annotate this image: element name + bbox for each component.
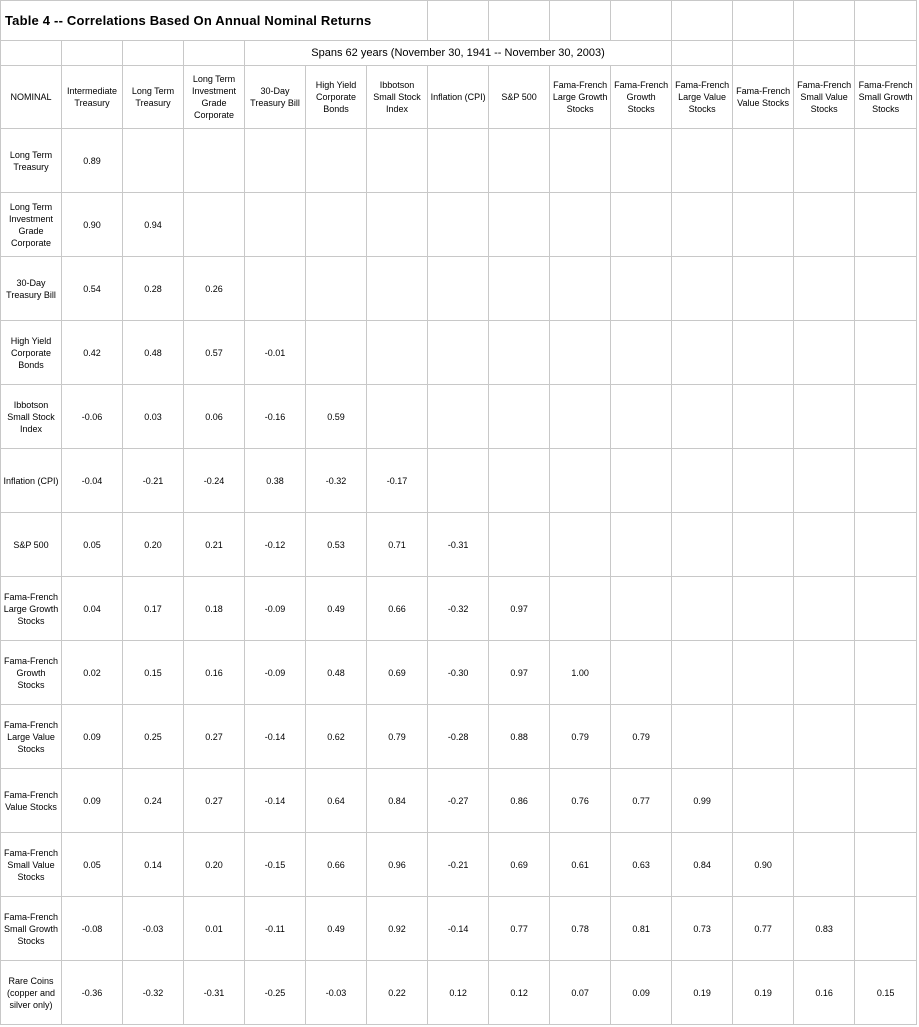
correlation-value: 0.49 xyxy=(306,577,367,641)
empty-cell xyxy=(855,577,917,641)
empty-cell xyxy=(428,193,489,257)
column-header: Inflation (CPI) xyxy=(428,66,489,129)
correlation-value: 0.77 xyxy=(489,897,550,961)
empty-cell xyxy=(794,257,855,321)
correlation-value: 0.57 xyxy=(184,321,245,385)
empty-cell xyxy=(733,449,794,513)
empty-cell xyxy=(855,321,917,385)
empty-cell xyxy=(855,513,917,577)
empty-cell xyxy=(611,193,672,257)
empty-cell xyxy=(855,769,917,833)
empty-cell xyxy=(611,129,672,193)
correlation-value: 0.42 xyxy=(62,321,123,385)
column-header: Fama-French Large Growth Stocks xyxy=(550,66,611,129)
empty-cell xyxy=(367,129,428,193)
table-row xyxy=(1,897,917,961)
empty-cell xyxy=(855,897,917,961)
empty-cell xyxy=(733,193,794,257)
empty-cell xyxy=(428,449,489,513)
correlation-value: -0.06 xyxy=(62,385,123,449)
correlation-value: 0.09 xyxy=(611,961,672,1025)
empty-cell xyxy=(428,1,489,41)
correlation-value: -0.11 xyxy=(245,897,306,961)
correlation-value: 0.20 xyxy=(123,513,184,577)
empty-cell xyxy=(733,769,794,833)
empty-cell xyxy=(672,129,733,193)
correlation-value: 0.61 xyxy=(550,833,611,897)
correlation-value: 0.12 xyxy=(489,961,550,1025)
row-label: Fama-French Growth Stocks xyxy=(1,641,62,705)
empty-cell xyxy=(428,321,489,385)
correlation-value: 0.49 xyxy=(306,897,367,961)
empty-cell xyxy=(855,641,917,705)
correlation-value: 0.21 xyxy=(184,513,245,577)
empty-cell xyxy=(428,129,489,193)
empty-cell xyxy=(794,1,855,41)
empty-cell xyxy=(855,705,917,769)
column-header: Fama-French Large Value Stocks xyxy=(672,66,733,129)
empty-cell xyxy=(672,385,733,449)
correlation-value: -0.25 xyxy=(245,961,306,1025)
row-label: S&P 500 xyxy=(1,513,62,577)
correlation-value: -0.01 xyxy=(245,321,306,385)
table-row xyxy=(1,449,917,513)
empty-cell xyxy=(733,41,794,66)
correlation-value: 0.09 xyxy=(62,705,123,769)
empty-cell xyxy=(123,129,184,193)
empty-cell xyxy=(794,449,855,513)
empty-cell xyxy=(62,41,123,66)
correlation-value: -0.21 xyxy=(123,449,184,513)
correlation-value: 0.19 xyxy=(672,961,733,1025)
empty-cell xyxy=(672,41,733,66)
correlation-value: 0.09 xyxy=(62,769,123,833)
empty-cell xyxy=(733,641,794,705)
empty-cell xyxy=(611,321,672,385)
empty-cell xyxy=(733,705,794,769)
correlation-value: -0.31 xyxy=(428,513,489,577)
empty-cell xyxy=(855,193,917,257)
empty-cell xyxy=(550,1,611,41)
row-label: Fama-French Value Stocks xyxy=(1,769,62,833)
empty-cell xyxy=(733,129,794,193)
correlation-value: 0.16 xyxy=(794,961,855,1025)
correlation-value: 0.97 xyxy=(489,577,550,641)
empty-cell xyxy=(367,193,428,257)
empty-cell xyxy=(855,833,917,897)
empty-cell xyxy=(672,193,733,257)
correlation-value: 0.83 xyxy=(794,897,855,961)
correlation-value: 0.77 xyxy=(733,897,794,961)
correlation-value: 0.79 xyxy=(367,705,428,769)
table-row xyxy=(1,513,917,577)
table-title: Table 4 -- Correlations Based On Annual Nominal Returns xyxy=(1,1,428,41)
correlation-value: 0.54 xyxy=(62,257,123,321)
empty-cell xyxy=(550,193,611,257)
empty-cell xyxy=(672,577,733,641)
correlation-value: -0.14 xyxy=(245,769,306,833)
correlation-value: 0.24 xyxy=(123,769,184,833)
correlation-value: 0.69 xyxy=(367,641,428,705)
empty-cell xyxy=(489,513,550,577)
table-row xyxy=(1,833,917,897)
empty-cell xyxy=(855,449,917,513)
correlation-value: -0.32 xyxy=(428,577,489,641)
correlation-value: 0.20 xyxy=(184,833,245,897)
table-row xyxy=(1,705,917,769)
empty-cell xyxy=(184,129,245,193)
table-row xyxy=(1,257,917,321)
empty-cell xyxy=(855,1,917,41)
empty-cell xyxy=(672,257,733,321)
corner-label: NOMINAL xyxy=(1,66,62,129)
row-label: High Yield Corporate Bonds xyxy=(1,321,62,385)
correlation-value: -0.30 xyxy=(428,641,489,705)
empty-cell xyxy=(855,129,917,193)
empty-cell xyxy=(489,129,550,193)
correlation-value: -0.09 xyxy=(245,577,306,641)
correlation-value: 0.86 xyxy=(489,769,550,833)
table-row xyxy=(1,321,917,385)
empty-cell xyxy=(611,257,672,321)
correlation-value: 0.79 xyxy=(550,705,611,769)
empty-cell xyxy=(672,1,733,41)
empty-cell xyxy=(489,193,550,257)
empty-cell xyxy=(1,41,62,66)
empty-cell xyxy=(184,193,245,257)
column-header: Intermediate Treasury xyxy=(62,66,123,129)
correlation-value: 0.84 xyxy=(672,833,733,897)
correlation-value: 0.76 xyxy=(550,769,611,833)
correlation-value: 0.71 xyxy=(367,513,428,577)
empty-cell xyxy=(550,321,611,385)
correlation-value: 0.62 xyxy=(306,705,367,769)
title-row xyxy=(1,1,917,41)
correlation-value: 0.69 xyxy=(489,833,550,897)
table-row xyxy=(1,385,917,449)
correlation-value: 0.63 xyxy=(611,833,672,897)
correlation-value: -0.28 xyxy=(428,705,489,769)
empty-cell xyxy=(794,513,855,577)
correlation-value: -0.08 xyxy=(62,897,123,961)
empty-cell xyxy=(306,257,367,321)
empty-cell xyxy=(733,257,794,321)
empty-cell xyxy=(855,385,917,449)
empty-cell xyxy=(245,193,306,257)
empty-cell xyxy=(733,513,794,577)
correlation-value: 0.38 xyxy=(245,449,306,513)
empty-cell xyxy=(794,41,855,66)
correlation-value: -0.27 xyxy=(428,769,489,833)
row-label: Fama-French Large Value Stocks xyxy=(1,705,62,769)
empty-cell xyxy=(367,385,428,449)
column-header: Long Term Treasury xyxy=(123,66,184,129)
row-label: Fama-French Small Growth Stocks xyxy=(1,897,62,961)
correlation-value: 0.94 xyxy=(123,193,184,257)
column-header: High Yield Corporate Bonds xyxy=(306,66,367,129)
correlation-value: -0.14 xyxy=(428,897,489,961)
empty-cell xyxy=(855,41,917,66)
row-label: Long Term Investment Grade Corporate xyxy=(1,193,62,257)
correlation-value: 0.25 xyxy=(123,705,184,769)
row-label: Long Term Treasury xyxy=(1,129,62,193)
correlation-value: 0.48 xyxy=(306,641,367,705)
table-row xyxy=(1,961,917,1025)
correlation-value: 0.15 xyxy=(855,961,917,1025)
correlation-value: 0.05 xyxy=(62,513,123,577)
empty-cell xyxy=(794,321,855,385)
empty-cell xyxy=(550,513,611,577)
correlation-value: 0.26 xyxy=(184,257,245,321)
correlation-value: -0.32 xyxy=(123,961,184,1025)
correlation-value: 0.16 xyxy=(184,641,245,705)
correlation-value: 0.66 xyxy=(367,577,428,641)
empty-cell xyxy=(489,449,550,513)
empty-cell xyxy=(489,257,550,321)
empty-cell xyxy=(184,41,245,66)
correlation-value: 0.27 xyxy=(184,705,245,769)
correlation-value: -0.04 xyxy=(62,449,123,513)
correlation-value: 0.59 xyxy=(306,385,367,449)
correlation-value: 0.19 xyxy=(733,961,794,1025)
column-header: Fama-French Value Stocks xyxy=(733,66,794,129)
correlation-value: 0.53 xyxy=(306,513,367,577)
empty-cell xyxy=(672,321,733,385)
correlation-value: -0.15 xyxy=(245,833,306,897)
correlation-value: 0.04 xyxy=(62,577,123,641)
column-header: Fama-French Small Growth Stocks xyxy=(855,66,917,129)
column-header-row xyxy=(1,66,917,129)
correlation-value: 0.84 xyxy=(367,769,428,833)
empty-cell xyxy=(794,577,855,641)
table-row xyxy=(1,129,917,193)
correlation-value: 0.99 xyxy=(672,769,733,833)
correlation-value: 0.12 xyxy=(428,961,489,1025)
span-note: Spans 62 years (November 30, 1941 -- November 30, 2003) xyxy=(245,41,672,66)
correlation-value: 0.03 xyxy=(123,385,184,449)
empty-cell xyxy=(489,321,550,385)
column-header: Fama-French Small Value Stocks xyxy=(794,66,855,129)
table-row xyxy=(1,769,917,833)
correlation-value: 0.28 xyxy=(123,257,184,321)
correlation-value: 0.02 xyxy=(62,641,123,705)
row-label: Fama-French Large Growth Stocks xyxy=(1,577,62,641)
empty-cell xyxy=(245,129,306,193)
empty-cell xyxy=(794,833,855,897)
empty-cell xyxy=(611,385,672,449)
correlation-value: 0.17 xyxy=(123,577,184,641)
correlation-value: -0.21 xyxy=(428,833,489,897)
empty-cell xyxy=(550,577,611,641)
empty-cell xyxy=(672,449,733,513)
correlation-value: 0.96 xyxy=(367,833,428,897)
row-label: Ibbotson Small Stock Index xyxy=(1,385,62,449)
empty-cell xyxy=(611,641,672,705)
correlation-value: -0.24 xyxy=(184,449,245,513)
table-row xyxy=(1,577,917,641)
correlation-value: 0.18 xyxy=(184,577,245,641)
correlation-value: 0.89 xyxy=(62,129,123,193)
correlation-value: 0.14 xyxy=(123,833,184,897)
empty-cell xyxy=(672,513,733,577)
column-header: 30-Day Treasury Bill xyxy=(245,66,306,129)
column-header: Fama-French Growth Stocks xyxy=(611,66,672,129)
empty-cell xyxy=(733,321,794,385)
correlation-value: -0.31 xyxy=(184,961,245,1025)
empty-cell xyxy=(489,385,550,449)
empty-cell xyxy=(550,385,611,449)
correlation-value: 0.92 xyxy=(367,897,428,961)
correlation-value: -0.17 xyxy=(367,449,428,513)
column-header: S&P 500 xyxy=(489,66,550,129)
table-row xyxy=(1,193,917,257)
correlation-value: 0.05 xyxy=(62,833,123,897)
empty-cell xyxy=(611,513,672,577)
empty-cell xyxy=(794,193,855,257)
correlation-value: 1.00 xyxy=(550,641,611,705)
empty-cell xyxy=(611,449,672,513)
correlation-value: 0.07 xyxy=(550,961,611,1025)
empty-cell xyxy=(733,577,794,641)
correlation-value: -0.09 xyxy=(245,641,306,705)
row-label: Fama-French Small Value Stocks xyxy=(1,833,62,897)
correlation-value: 0.22 xyxy=(367,961,428,1025)
correlation-value: 0.27 xyxy=(184,769,245,833)
correlation-value: -0.14 xyxy=(245,705,306,769)
empty-cell xyxy=(794,705,855,769)
correlation-value: 0.90 xyxy=(62,193,123,257)
correlation-value: 0.15 xyxy=(123,641,184,705)
empty-cell xyxy=(306,193,367,257)
empty-cell xyxy=(611,1,672,41)
empty-cell xyxy=(794,641,855,705)
correlation-value: 0.88 xyxy=(489,705,550,769)
correlation-value: 0.81 xyxy=(611,897,672,961)
row-label: Rare Coins (copper and silver only) xyxy=(1,961,62,1025)
correlation-value: 0.01 xyxy=(184,897,245,961)
correlation-value: 0.48 xyxy=(123,321,184,385)
empty-cell xyxy=(733,385,794,449)
empty-cell xyxy=(245,257,306,321)
correlation-value: -0.03 xyxy=(123,897,184,961)
empty-cell xyxy=(428,385,489,449)
span-row xyxy=(1,41,917,66)
empty-cell xyxy=(672,641,733,705)
empty-cell xyxy=(489,1,550,41)
empty-cell xyxy=(367,321,428,385)
empty-cell xyxy=(550,129,611,193)
empty-cell xyxy=(367,257,428,321)
empty-cell xyxy=(550,449,611,513)
empty-cell xyxy=(428,257,489,321)
correlation-value: 0.77 xyxy=(611,769,672,833)
row-label: 30-Day Treasury Bill xyxy=(1,257,62,321)
empty-cell xyxy=(550,257,611,321)
empty-cell xyxy=(794,385,855,449)
correlation-value: -0.03 xyxy=(306,961,367,1025)
column-header: Long Term Investment Grade Corporate xyxy=(184,66,245,129)
correlation-value: -0.12 xyxy=(245,513,306,577)
correlation-value: 0.78 xyxy=(550,897,611,961)
correlation-value: 0.79 xyxy=(611,705,672,769)
table-row xyxy=(1,641,917,705)
empty-cell xyxy=(306,129,367,193)
empty-cell xyxy=(733,1,794,41)
correlation-value: -0.32 xyxy=(306,449,367,513)
correlation-value: 0.66 xyxy=(306,833,367,897)
empty-cell xyxy=(794,769,855,833)
empty-cell xyxy=(611,577,672,641)
correlation-value: 0.64 xyxy=(306,769,367,833)
empty-cell xyxy=(794,129,855,193)
empty-cell xyxy=(855,257,917,321)
correlation-value: 0.06 xyxy=(184,385,245,449)
correlation-value: -0.16 xyxy=(245,385,306,449)
column-header: Ibbotson Small Stock Index xyxy=(367,66,428,129)
correlation-value: -0.36 xyxy=(62,961,123,1025)
correlation-value: 0.90 xyxy=(733,833,794,897)
empty-cell xyxy=(306,321,367,385)
empty-cell xyxy=(123,41,184,66)
empty-cell xyxy=(672,705,733,769)
correlation-value: 0.73 xyxy=(672,897,733,961)
correlation-value: 0.97 xyxy=(489,641,550,705)
row-label: Inflation (CPI) xyxy=(1,449,62,513)
